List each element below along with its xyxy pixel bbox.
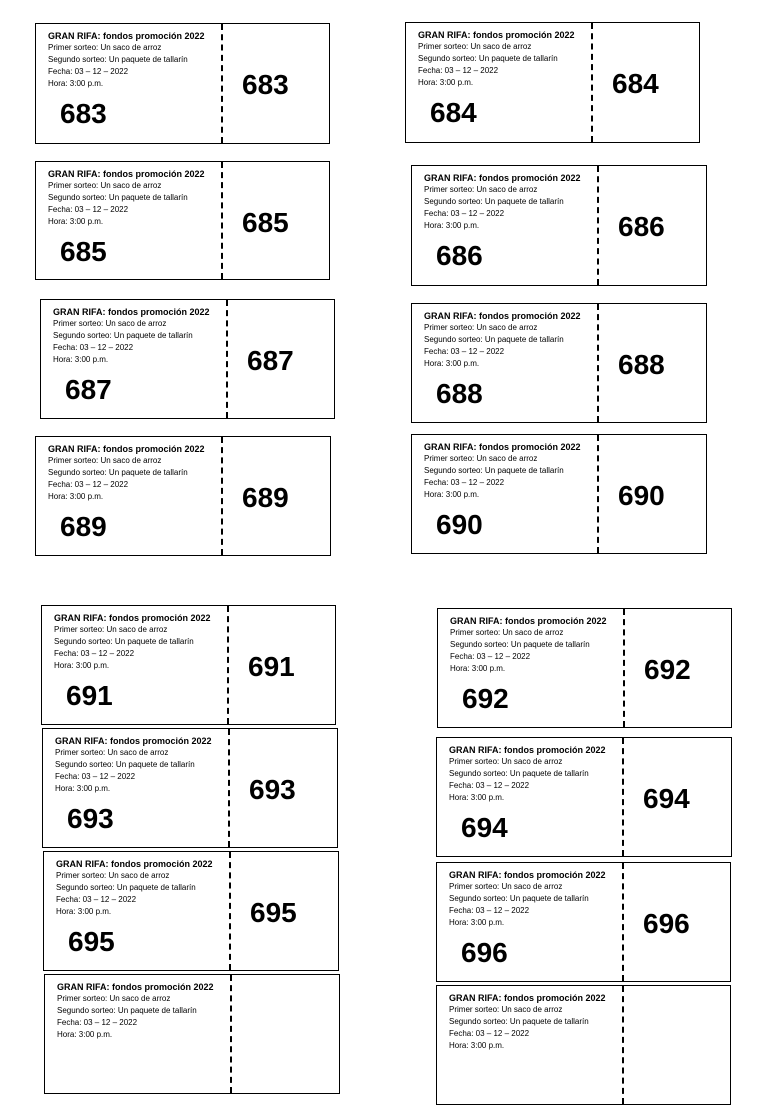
raffle-ticket	[411, 303, 707, 423]
time-line: Hora: 3:00 p.m.	[48, 217, 104, 226]
ticket-number: 684	[612, 68, 659, 99]
time-line: Hora: 3:00 p.m.	[424, 359, 480, 368]
first-draw-line: Primer sorteo: Un saco de arroz	[449, 757, 563, 766]
second-draw-line: Segundo sorteo: Un paquete de tallarín	[56, 883, 196, 892]
first-draw-line: Primer sorteo: Un saco de arroz	[424, 454, 538, 463]
date-line: Fecha: 03 – 12 – 2022	[449, 906, 530, 915]
second-draw-line: Segundo sorteo: Un paquete de tallarín	[449, 769, 589, 778]
first-draw-line: Primer sorteo: Un saco de arroz	[424, 185, 538, 194]
date-line: Fecha: 03 – 12 – 2022	[57, 1018, 138, 1027]
raffle-ticket	[436, 985, 731, 1105]
ticket-stub	[437, 986, 624, 1104]
raffle-title: GRAN RIFA: fondos promoción 2022	[450, 616, 607, 626]
stub-ticket-number: 689	[60, 511, 107, 542]
ticket-stub	[36, 162, 223, 279]
date-line: Fecha: 03 – 12 – 2022	[424, 209, 505, 218]
time-line: Hora: 3:00 p.m.	[53, 355, 109, 364]
first-draw-line: Primer sorteo: Un saco de arroz	[450, 628, 564, 637]
raffle-title: GRAN RIFA: fondos promoción 2022	[418, 30, 575, 40]
ticket-number: 688	[618, 349, 665, 380]
raffle-title: GRAN RIFA: fondos promoción 2022	[53, 307, 210, 317]
first-draw-line: Primer sorteo: Un saco de arroz	[48, 43, 162, 52]
ticket-stub	[438, 609, 625, 727]
second-draw-line: Segundo sorteo: Un paquete de tallarín	[450, 640, 590, 649]
raffle-title: GRAN RIFA: fondos promoción 2022	[449, 745, 606, 755]
raffle-ticket	[436, 737, 732, 857]
ticket-stub	[41, 300, 228, 418]
stub-ticket-number: 683	[60, 98, 107, 129]
raffle-title: GRAN RIFA: fondos promoción 2022	[55, 736, 212, 746]
stub-ticket-number: 686	[436, 240, 483, 271]
ticket-stub	[412, 166, 599, 285]
second-draw-line: Segundo sorteo: Un paquete de tallarín	[48, 468, 188, 477]
ticket-number: 687	[247, 345, 294, 376]
date-line: Fecha: 03 – 12 – 2022	[54, 649, 135, 658]
first-draw-line: Primer sorteo: Un saco de arroz	[55, 748, 169, 757]
ticket-stub	[45, 975, 232, 1093]
second-draw-line: Segundo sorteo: Un paquete de tallarín	[449, 894, 589, 903]
stub-ticket-number: 696	[461, 937, 508, 968]
raffle-title: GRAN RIFA: fondos promoción 2022	[449, 870, 606, 880]
second-draw-line: Segundo sorteo: Un paquete de tallarín	[53, 331, 193, 340]
second-draw-line: Segundo sorteo: Un paquete de tallarín	[55, 760, 195, 769]
stub-ticket-number: 693	[67, 803, 114, 834]
raffle-ticket	[35, 23, 330, 144]
ticket-stub	[44, 852, 231, 970]
raffle-title: GRAN RIFA: fondos promoción 2022	[56, 859, 213, 869]
stub-ticket-number: 687	[65, 374, 112, 405]
second-draw-line: Segundo sorteo: Un paquete de tallarín	[57, 1006, 197, 1015]
time-line: Hora: 3:00 p.m.	[449, 1041, 505, 1050]
ticket-stub	[437, 738, 624, 856]
stub-ticket-number: 692	[462, 683, 509, 714]
raffle-title: GRAN RIFA: fondos promoción 2022	[449, 993, 606, 1003]
time-line: Hora: 3:00 p.m.	[57, 1030, 113, 1039]
first-draw-line: Primer sorteo: Un saco de arroz	[48, 181, 162, 190]
raffle-ticket	[43, 851, 339, 971]
raffle-ticket	[41, 605, 336, 725]
date-line: Fecha: 03 – 12 – 2022	[424, 347, 505, 356]
time-line: Hora: 3:00 p.m.	[48, 492, 104, 501]
date-line: Fecha: 03 – 12 – 2022	[48, 205, 129, 214]
date-line: Fecha: 03 – 12 – 2022	[449, 1029, 530, 1038]
raffle-title: GRAN RIFA: fondos promoción 2022	[57, 982, 214, 992]
ticket-stub	[412, 304, 599, 422]
ticket-number: 683	[242, 69, 289, 100]
raffle-title: GRAN RIFA: fondos promoción 2022	[48, 31, 205, 41]
stub-ticket-number: 685	[60, 236, 107, 267]
raffle-ticket	[35, 436, 331, 556]
date-line: Fecha: 03 – 12 – 2022	[55, 772, 136, 781]
raffle-title: GRAN RIFA: fondos promoción 2022	[424, 173, 581, 183]
date-line: Fecha: 03 – 12 – 2022	[450, 652, 531, 661]
date-line: Fecha: 03 – 12 – 2022	[418, 66, 499, 75]
ticket-stub	[43, 729, 230, 847]
first-draw-line: Primer sorteo: Un saco de arroz	[424, 323, 538, 332]
date-line: Fecha: 03 – 12 – 2022	[53, 343, 134, 352]
date-line: Fecha: 03 – 12 – 2022	[56, 895, 137, 904]
second-draw-line: Segundo sorteo: Un paquete de tallarín	[54, 637, 194, 646]
raffle-title: GRAN RIFA: fondos promoción 2022	[48, 444, 205, 454]
raffle-title: GRAN RIFA: fondos promoción 2022	[424, 311, 581, 321]
first-draw-line: Primer sorteo: Un saco de arroz	[48, 456, 162, 465]
ticket-stub	[437, 863, 624, 981]
ticket-number: 690	[618, 480, 665, 511]
ticket-number: 686	[618, 211, 665, 242]
ticket-stub	[36, 24, 223, 143]
raffle-ticket	[44, 974, 340, 1094]
first-draw-line: Primer sorteo: Un saco de arroz	[53, 319, 167, 328]
time-line: Hora: 3:00 p.m.	[449, 793, 505, 802]
first-draw-line: Primer sorteo: Un saco de arroz	[56, 871, 170, 880]
ticket-number: 696	[643, 908, 690, 939]
second-draw-line: Segundo sorteo: Un paquete de tallarín	[449, 1017, 589, 1026]
first-draw-line: Primer sorteo: Un saco de arroz	[449, 882, 563, 891]
date-line: Fecha: 03 – 12 – 2022	[48, 67, 129, 76]
stub-ticket-number: 694	[461, 812, 508, 843]
raffle-title: GRAN RIFA: fondos promoción 2022	[424, 442, 581, 452]
second-draw-line: Segundo sorteo: Un paquete de tallarín	[424, 197, 564, 206]
first-draw-line: Primer sorteo: Un saco de arroz	[449, 1005, 563, 1014]
ticket-number: 695	[250, 897, 297, 928]
time-line: Hora: 3:00 p.m.	[48, 79, 104, 88]
raffle-ticket	[411, 434, 707, 554]
date-line: Fecha: 03 – 12 – 2022	[449, 781, 530, 790]
raffle-ticket	[42, 728, 338, 848]
ticket-number: 694	[643, 783, 690, 814]
raffle-ticket	[35, 161, 330, 280]
ticket-number: 689	[242, 482, 289, 513]
first-draw-line: Primer sorteo: Un saco de arroz	[418, 42, 532, 51]
raffle-ticket	[40, 299, 335, 419]
raffle-title: GRAN RIFA: fondos promoción 2022	[48, 169, 205, 179]
first-draw-line: Primer sorteo: Un saco de arroz	[54, 625, 168, 634]
ticket-number: 685	[242, 207, 289, 238]
raffle-ticket	[437, 608, 732, 728]
time-line: Hora: 3:00 p.m.	[54, 661, 110, 670]
ticket-number: 692	[644, 654, 691, 685]
ticket-stub	[406, 23, 593, 142]
second-draw-line: Segundo sorteo: Un paquete de tallarín	[418, 54, 558, 63]
time-line: Hora: 3:00 p.m.	[450, 664, 506, 673]
stub-ticket-number: 695	[68, 926, 115, 957]
second-draw-line: Segundo sorteo: Un paquete de tallarín	[48, 55, 188, 64]
date-line: Fecha: 03 – 12 – 2022	[48, 480, 129, 489]
stub-ticket-number: 690	[436, 509, 483, 540]
date-line: Fecha: 03 – 12 – 2022	[424, 478, 505, 487]
raffle-ticket	[411, 165, 707, 286]
second-draw-line: Segundo sorteo: Un paquete de tallarín	[48, 193, 188, 202]
stub-ticket-number: 691	[66, 680, 113, 711]
ticket-stub	[42, 606, 229, 724]
ticket-number: 693	[249, 774, 296, 805]
time-line: Hora: 3:00 p.m.	[56, 907, 112, 916]
ticket-stub	[36, 437, 223, 555]
time-line: Hora: 3:00 p.m.	[424, 490, 480, 499]
time-line: Hora: 3:00 p.m.	[418, 78, 474, 87]
raffle-ticket	[436, 862, 731, 982]
stub-ticket-number: 688	[436, 378, 483, 409]
ticket-number: 691	[248, 651, 295, 682]
first-draw-line: Primer sorteo: Un saco de arroz	[57, 994, 171, 1003]
raffle-ticket	[405, 22, 700, 143]
second-draw-line: Segundo sorteo: Un paquete de tallarín	[424, 335, 564, 344]
stub-ticket-number: 684	[430, 97, 477, 128]
second-draw-line: Segundo sorteo: Un paquete de tallarín	[424, 466, 564, 475]
time-line: Hora: 3:00 p.m.	[449, 918, 505, 927]
raffle-title: GRAN RIFA: fondos promoción 2022	[54, 613, 211, 623]
time-line: Hora: 3:00 p.m.	[424, 221, 480, 230]
time-line: Hora: 3:00 p.m.	[55, 784, 111, 793]
ticket-stub	[412, 435, 599, 553]
